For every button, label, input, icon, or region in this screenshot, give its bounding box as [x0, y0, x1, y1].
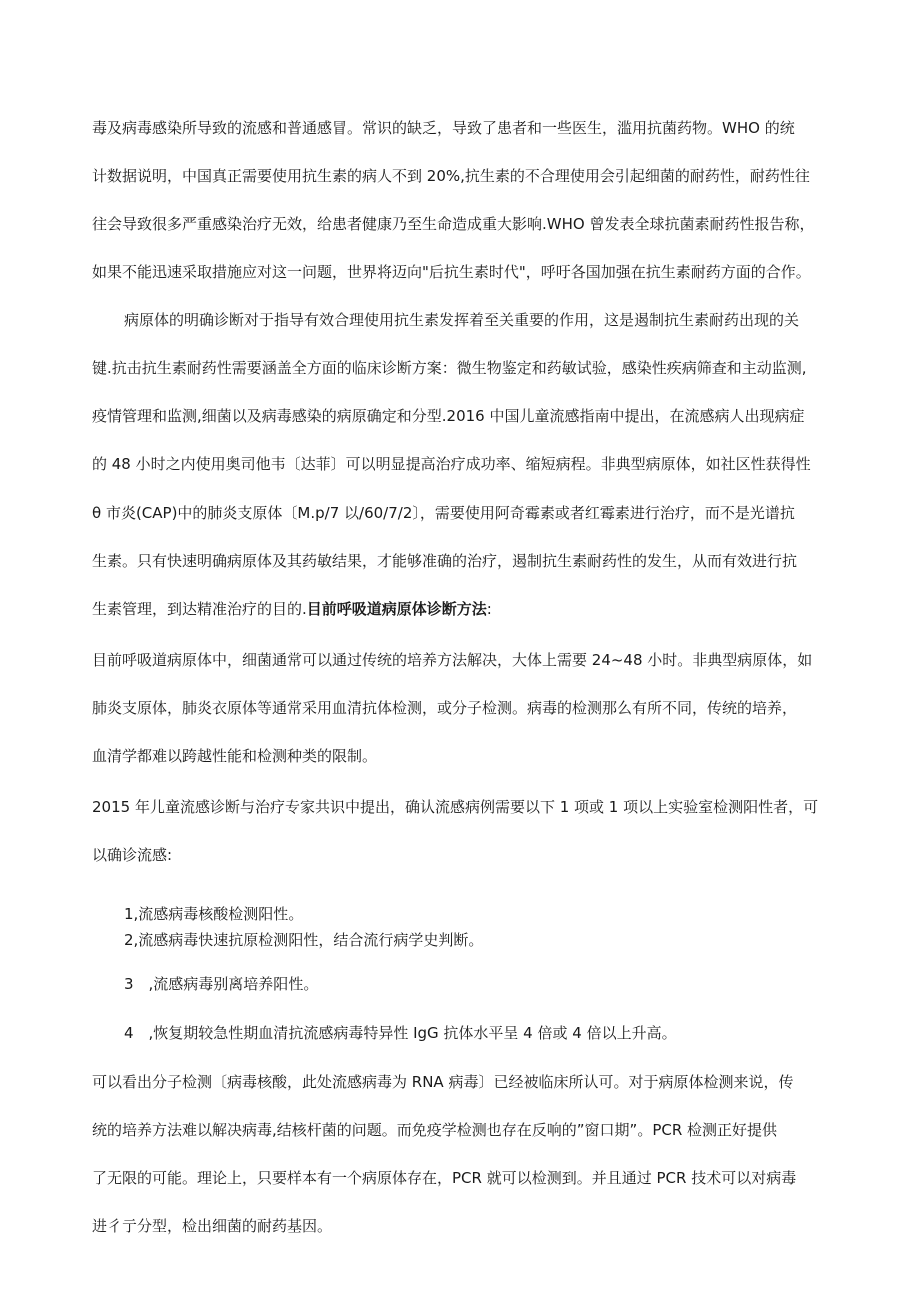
paragraph2-line-1: 病原体的明确诊断对于指导有效合理使用抗生素发挥着至关重要的作用，这是遏制抗生素耐药出现的关 — [124, 311, 800, 329]
paragraph2-line-6: 生素。只有快速明确病原体及其药敏结果，才能够准确的治疗，遏制抗生素耐药性的发生，从而有效进行抗 — [92, 552, 798, 570]
list-item: 4 ,恢复期较急性期血清抗流感病毒特异性 IgG 抗体水平呈 4 倍或 4 倍以上升高。 — [124, 1024, 677, 1042]
list-item: 3 ,流感病毒别离培养阳性。 — [124, 975, 319, 993]
paragraph5-line-2: 统的培养方法难以解决病毒,结核杆菌的问题。而免疫学检测也存在反响的”窗口期”。PCR 检测正好提供 — [92, 1121, 778, 1139]
paragraph4-line-2: 以确诊流感: — [92, 846, 173, 864]
paragraph4-line-1: 2015 年儿童流感诊断与治疗专家共识中提出，确认流感病例需要以下 1 项或 1 项以上实验室检测阳性者，可 — [92, 798, 819, 816]
paragraph3-line-2: 肺炎支原体，肺炎衣原体等通常采用血清抗体检测，或分子检测。病毒的检测那么有所不同，传统的培养， — [92, 699, 798, 717]
paragraph5-line-4: 进彳亍分型，检出细菌的耐药基因。 — [92, 1217, 333, 1235]
paragraph1-line-2: 计数据说明，中国真正需要使用抗生素的病人不到 20%,抗生素的不合理使用会引起细菌的耐药性，耐药性往 — [92, 167, 810, 185]
paragraph1-line-1: 毒及病毒感染所导致的流感和普通感冒。常识的缺乏，导致了患者和一些医生，滥用抗菌药物。WHO 的统 — [92, 119, 795, 137]
paragraph3-line-3: 血清学都难以跨越性能和检测种类的限制。 — [92, 747, 378, 765]
list-item: 1,流感病毒核酸检测阳性。 — [124, 905, 304, 923]
paragraph1-line-3: 往会导致很多严重感染治疗无效，给患者健康乃至生命造成重大影响.WHO 曾发表全球抗菌素耐药性报告称， — [92, 215, 815, 233]
paragraph2-line-7-text: 生素管理，到达精准治疗的目的. — [92, 600, 307, 618]
paragraph2-line-3: 疫情管理和监测,细菌以及病毒感染的病原确定和分型.2016 中国儿童流感指南中提出，在流感病人出现病症 — [92, 407, 805, 425]
paragraph2-line-4: 的 48 小时之内使用奥司他韦〔达菲〕可以明显提高治疗成功率、缩短病程。非典型病原体，如社区性获得性 — [92, 455, 811, 473]
paragraph2-line-5: θ 市炎(CAP)中的肺炎支原体〔M.p/7 以/60/7/2〕，需要使用阿奇霉素或者红霉素进行治疗，而不是光谱抗 — [92, 504, 795, 522]
list-item: 2,流感病毒快速抗原检测阳性，结合流行病学史判断。 — [124, 931, 484, 949]
paragraph2-line-7 — [92, 599, 492, 619]
paragraph2-line-2: 键.抗击抗生素耐药性需要涵盖全方面的临床诊断方案：微生物鉴定和药敏试验，感染性疾病筛查和主动监测, — [92, 359, 807, 377]
paragraph1-line-4: 如果不能迅速采取措施应对这一问题，世界将迈向"后抗生素时代"，呼吁各国加强在抗生素耐药方面的合作。 — [92, 263, 811, 281]
section-heading-colon: : — [486, 600, 492, 618]
paragraph5-line-1: 可以看出分子检测〔病毒核酸，此处流感病毒为 RNA 病毒〕已经被临床所认可。对于病原体检测来说，传 — [92, 1073, 794, 1091]
paragraph5-line-3: 了无限的可能。理论上，只要样本有一个病原体存在，PCR 就可以检测到。并且通过 PCR 技术可以对病毒 — [92, 1169, 797, 1187]
paragraph3-line-1: 目前呼吸道病原体中，细菌通常可以通过传统的培养方法解决，大体上需要 24~48 小时。非典型病原体，如 — [92, 651, 813, 669]
section-heading: 目前呼吸道病原体诊断方法 — [306, 600, 487, 618]
